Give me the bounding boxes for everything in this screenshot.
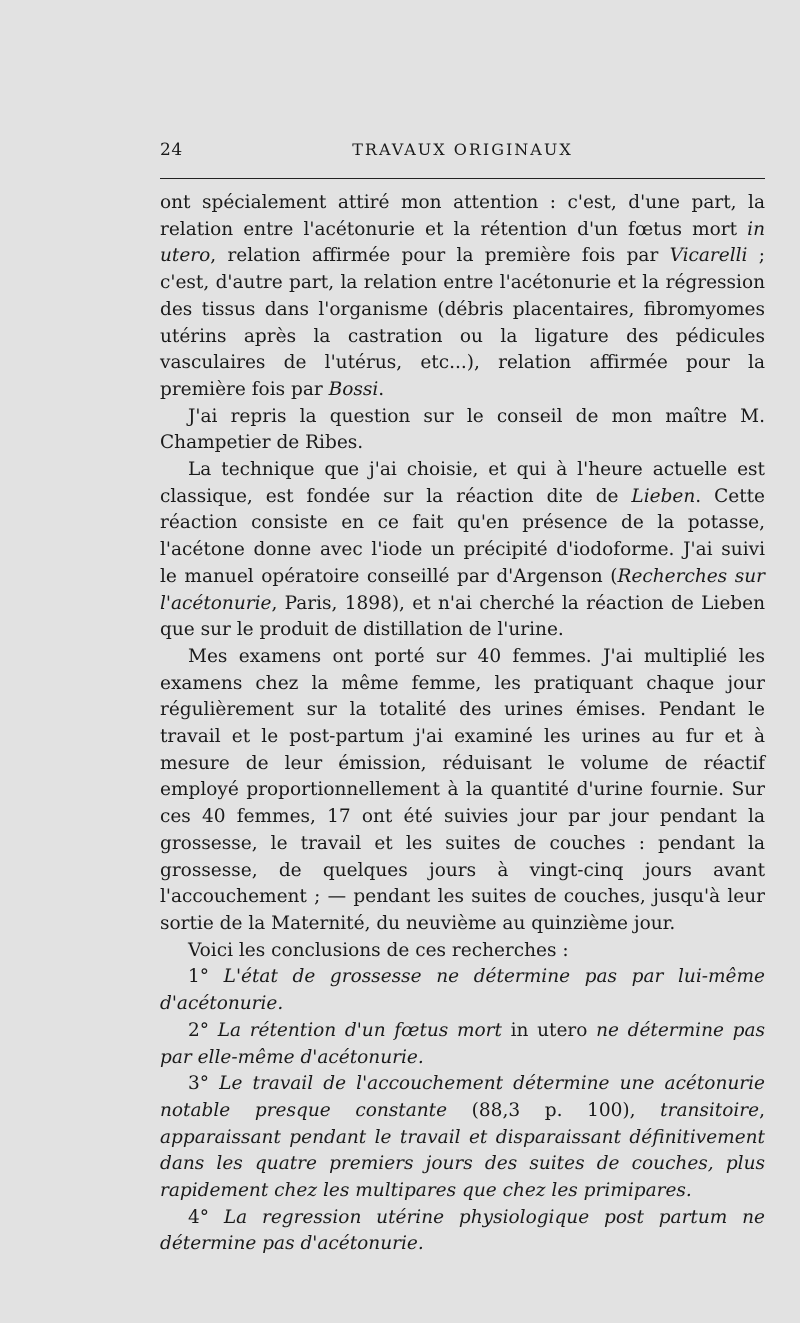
p3-text-a: La technique que j'ai choisie, et qui à l'heure actuelle est classique, est fondée sur la réaction dite de: [160, 459, 765, 507]
conclusion-2-text-a: La rétention d'un fœtus mort: [217, 1019, 502, 1041]
conclusion-3-text-d: ,: [759, 1099, 765, 1121]
conclusion-2-text-b: in utero: [501, 1019, 597, 1041]
conclusion-4: [160, 1205, 765, 1258]
paragraph-1: [160, 190, 765, 404]
p3-text-e: , Paris, 1898), et n'ai cherché la réaction de Lieben que sur le produit de distillation de l'urine.: [160, 592, 765, 641]
p1-bossi: Bossi: [328, 378, 379, 400]
p3-book-title: Recherches sur l'acétonurie: [160, 565, 766, 614]
conclusion-3-text-b: (88,3 p. 100),: [447, 1099, 661, 1121]
conclusion-2-text-c: ne détermine pas par elle-même d'acétonurie.: [160, 1019, 765, 1068]
conclusion-2: [160, 1018, 765, 1071]
header-rule: [160, 178, 765, 179]
p3-text-c: . Cette réaction consiste en ce fait qu'en présence de la potasse, l'acétone donne avec l'iode un précipité d'iodoforme. J'ai suivi le manuel opératoire conseillé par d'Argenson (: [160, 485, 766, 587]
page-header: [160, 140, 765, 170]
conclusion-4-number: 4°: [188, 1206, 210, 1228]
p1-text-a: ont spécialement attiré mon attention : c'est, d'une part, la relation entre l'acétonurie et la rétention d'un fœtus mort: [160, 192, 765, 240]
paragraph-3: [160, 457, 765, 644]
body-text: [160, 190, 765, 1258]
p1-in-utero: in utero: [160, 218, 765, 267]
conclusion-3-text-c: transitoire: [660, 1099, 760, 1121]
p1-text-c: , relation affirmée pour la première fois par: [210, 245, 670, 267]
conclusion-1-text: L'état de grossesse ne détermine pas par lui-même d'acétonurie.: [160, 966, 765, 1015]
conclusion-3: [160, 1071, 765, 1205]
conclusion-2-number: 2°: [188, 1019, 210, 1041]
conclusion-1-number: 1°: [188, 966, 210, 988]
paragraph-4: Mes examens ont porté sur 40 femmes. J'ai multiplié les examens chez la même femme, les pratiquant chaque jour régulièrement sur la totalité des urines émises. Pendant le travail et le post-partum j'ai examiné les urines au fur et à mesure de leur émission, réduisant le volume de réactif employé proportionnellement à la quantité d'urine fournie. Sur ces 40 femmes, 17 ont été suivies jour par jour pendant la grossesse, le travail et les suites de couches : pendant la grossesse, de quelques jours à vingt-cinq jours avant l'accouchement ; — pendant les suites de couches, jusqu'à leur sortie de la Maternité, du neuvième au quinzième jour.: [160, 645, 765, 934]
p1-text-e: ; c'est, d'autre part, la relation entre l'acétonurie et la régression des tissus dans l'organisme (débris placentaires, fibromyomes utérins après la castration ou la ligature des pédicules vasculaires de l'utérus, etc...), relation affirmée pour la première fois par: [160, 245, 765, 400]
conclusion-3-number: 3°: [188, 1073, 210, 1095]
conclusion-1: [160, 964, 765, 1017]
paragraph-5: Voici les conclusions de ces recherches :: [188, 939, 569, 961]
p1-text-g: .: [378, 378, 385, 400]
p1-vicarelli: Vicarelli: [669, 245, 748, 267]
running-title: TRAVAUX ORIGINAUX: [352, 140, 573, 159]
page-number: 24: [160, 140, 183, 160]
conclusion-3-text-a: Le travail de l'accouchement détermine une acétonurie notable presque constante: [160, 1073, 765, 1121]
conclusion-4-text: La regression utérine physiologique post partum ne détermine pas d'acétonurie.: [160, 1206, 765, 1255]
p3-lieben: Lieben: [631, 485, 696, 507]
conclusion-3-text-e: apparaissant pendant le travail et disparaissant définitivement dans les quatre premiers jours des suites de couches, plus rapidement chez les multipares que chez les primipares.: [160, 1126, 765, 1202]
paragraph-2: J'ai repris la question sur le conseil de mon maître M. Champetier de Ribes.: [160, 405, 765, 454]
